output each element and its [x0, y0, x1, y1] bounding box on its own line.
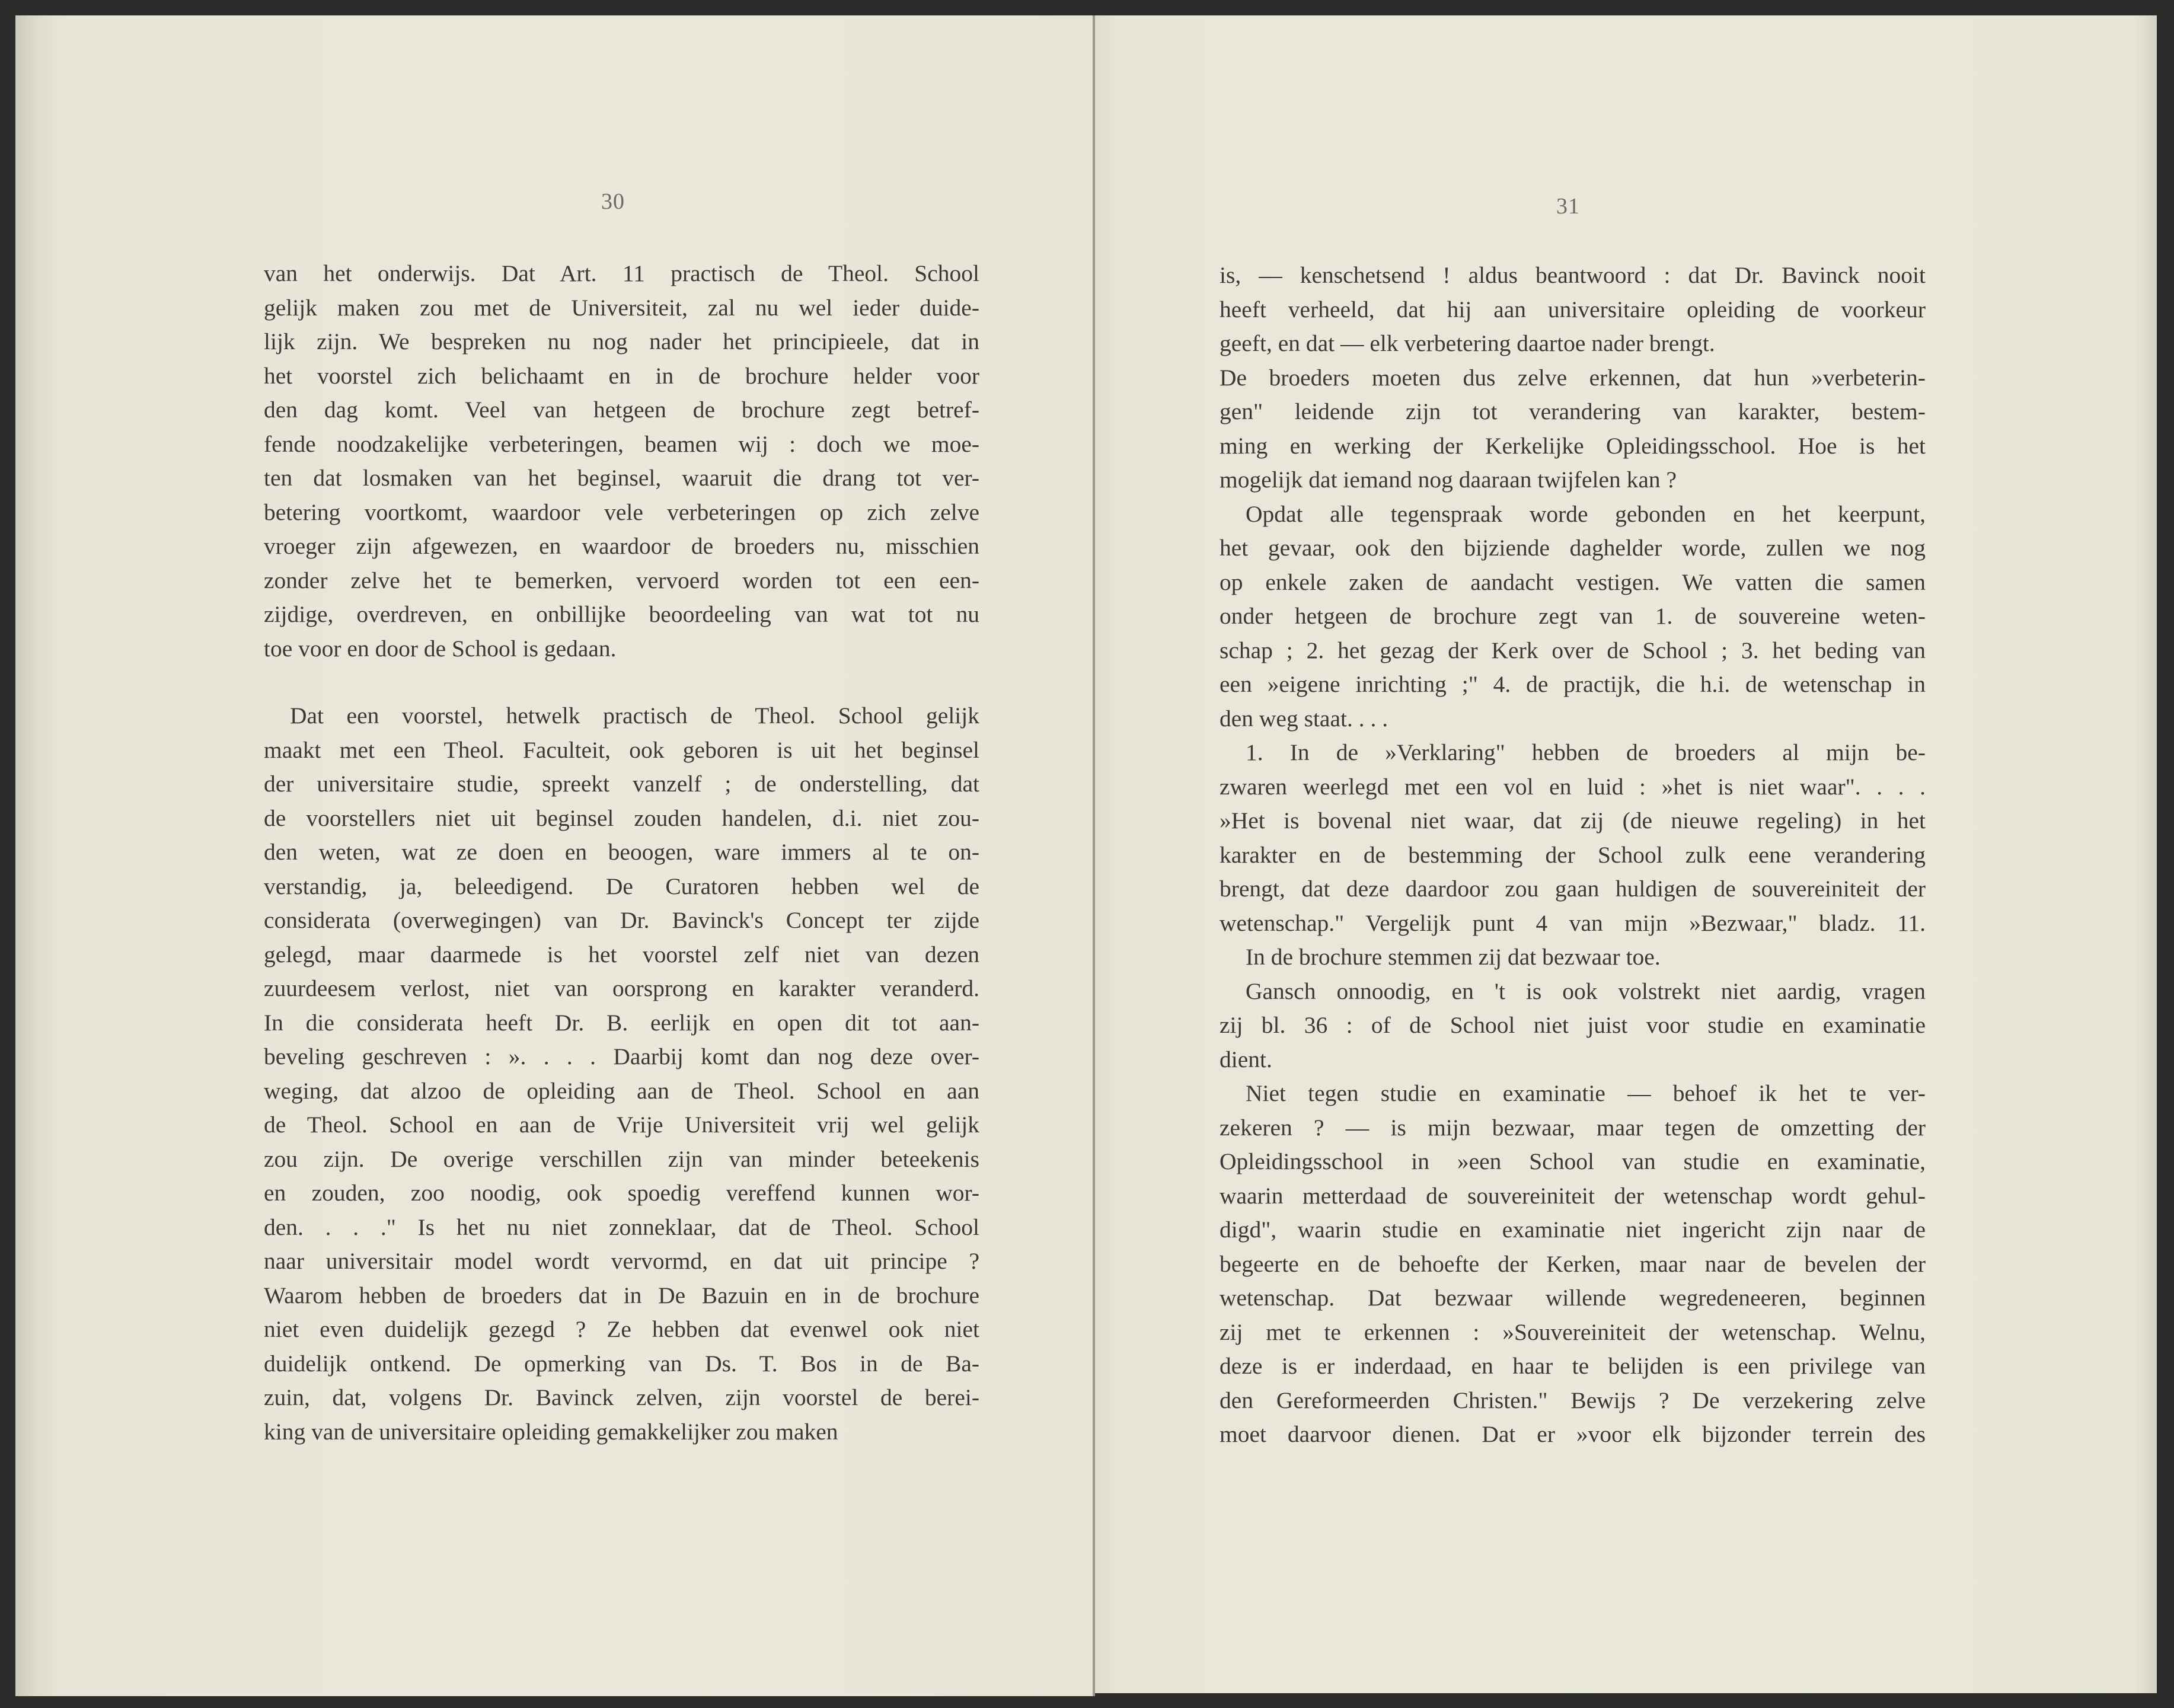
text-line: een »eigene inrichting ;" 4. de practijk, die h.i. de wetenschap in	[1220, 671, 1926, 697]
text-line: waarin metterdaad de souvereiniteit der wetenschap wordt gehul-	[1220, 1182, 1926, 1209]
text-line: beveling geschreven : ». . . . Daarbij komt dan nog deze over-	[264, 1043, 979, 1070]
text-line: zonder zelve het te bemerken, vervoerd worden tot een een-	[264, 567, 979, 593]
text-line: den weg staat. . . .	[1220, 705, 1388, 732]
text-line: zuin, dat, volgens Dr. Bavinck zelven, zijn voorstel de berei-	[264, 1384, 979, 1410]
text-line: Gansch onnoodig, en 't is ook volstrekt niet aardig, vragen	[1246, 978, 1926, 1004]
text-line: digd", waarin studie en examinatie niet ingericht zijn naar de	[1220, 1217, 1926, 1243]
text-line: wetenschap. Dat bezwaar willende wegredeneeren, beginnen	[1220, 1285, 1926, 1311]
text-line: »Het is bovenal niet waar, dat zij (de nieuwe regeling) in het	[1220, 807, 1926, 834]
text-line: verstandig, ja, beleedigend. De Curatoren hebben wel de	[264, 873, 979, 899]
text-line: zwaren weerlegd met een vol en luid : »het is niet waar". . . .	[1220, 773, 1926, 800]
left-page	[15, 15, 1094, 1696]
text-line: Niet tegen studie en examinatie — behoef ik het te ver-	[1246, 1080, 1926, 1106]
text-line: considerata (overwegingen) van Dr. Bavinck's Concept ter zijde	[264, 907, 979, 933]
text-line: den dag komt. Veel van hetgeen de brochure zegt betref-	[264, 397, 979, 423]
text-line: is, — kenschetsend ! aldus beantwoord : dat Dr. Bavinck nooit	[1220, 262, 1926, 288]
text-line: toe voor en door de School is gedaan.	[264, 635, 617, 662]
text-line: lijk zijn. We bespreken nu nog nader het principieele, dat in	[264, 328, 979, 355]
text-line: zij met te erkennen : »Souvereiniteit der wetenschap. Welnu,	[1220, 1318, 1926, 1345]
text-line: betering voortkomt, waardoor vele verbeteringen op zich zelve	[264, 499, 979, 525]
text-line: deze is er inderdaad, en haar te belijden is een privilege van	[1220, 1353, 1926, 1379]
text-line: geeft, en dat — elk verbetering daartoe nader brengt.	[1220, 330, 1715, 356]
spine-shadow	[1093, 15, 1095, 1696]
text-line: de Theol. School en aan de Vrije Universiteit vrij wel gelijk	[264, 1112, 979, 1138]
text-line: dient.	[1220, 1046, 1272, 1072]
text-line: zijdige, overdreven, en onbillijke beoordeeling van wat tot nu	[264, 601, 979, 627]
text-line: zuurdeesem verlost, niet van oorsprong en karakter veranderd.	[264, 975, 979, 1001]
text-line: den. . . ." Is het nu niet zonneklaar, dat de Theol. School	[264, 1214, 979, 1240]
text-line: zou zijn. De overige verschillen zijn van minder beteekenis	[264, 1145, 979, 1172]
text-line: Opleidingsschool in »een School van studie en examinatie,	[1220, 1148, 1926, 1174]
text-line: den weten, wat ze doen en beoogen, ware immers al te on-	[264, 839, 979, 865]
text-line: van het onderwijs. Dat Art. 11 practisch de Theol. School	[264, 260, 979, 286]
text-line: karakter en de bestemming der School zulk eene verandering	[1220, 841, 1926, 868]
text-line: der universitaire studie, spreekt vanzelf ; de onderstelling, dat	[264, 771, 979, 797]
text-line: fende noodzakelijke verbeteringen, beamen wij : doch we moe-	[264, 430, 979, 457]
page-number-left: 30	[601, 189, 625, 214]
text-line: wetenschap." Vergelijk punt 4 van mijn »Bezwaar," bladz. 11.	[1220, 909, 1926, 936]
text-line: naar universitair model wordt vervormd, en dat uit principe ?	[264, 1248, 979, 1274]
paragraph-gap	[264, 666, 979, 699]
text-line: moet daarvoor dienen. Dat er »voor elk bijzonder terrein des	[1220, 1421, 1926, 1447]
text-line: Dat een voorstel, hetwelk practisch de Theol. School gelijk	[290, 703, 979, 729]
text-line: 1. In de »Verklaring" hebben de broeders al mijn be-	[1246, 739, 1926, 765]
text-line: niet even duidelijk gezegd ? Ze hebben dat evenwel ook niet	[264, 1316, 979, 1342]
text-line: heeft verheeld, dat hij aan universitaire opleiding de voorkeur	[1220, 296, 1926, 323]
text-line: zekeren ? — is mijn bezwaar, maar tegen de omzetting der	[1220, 1114, 1926, 1141]
text-line: den Gereformeerden Christen." Bewijs ? De verzekering zelve	[1220, 1387, 1926, 1413]
page-number-right: 31	[1556, 194, 1580, 219]
text-line: king van de universitaire opleiding gemakkelijker zou maken	[264, 1418, 838, 1445]
text-line: duidelijk ontkend. De opmerking van Ds. T. Bos in de Ba-	[264, 1350, 979, 1377]
text-line: In die considerata heeft Dr. B. eerlijk en open dit tot aan-	[264, 1009, 979, 1036]
right-page	[1095, 15, 2157, 1693]
text-line: Waarom hebben de broeders dat in De Bazuin en in de brochure	[264, 1282, 979, 1308]
text-line: gelegd, maar daarmede is het voorstel zelf niet van dezen	[264, 941, 979, 968]
text-line: mogelijk dat iemand nog daaraan twijfelen kan ?	[1220, 467, 1677, 493]
text-line: weging, dat alzoo de opleiding aan de Theol. School en aan	[264, 1077, 979, 1104]
text-line: op enkele zaken de aandacht vestigen. We vatten die samen	[1220, 569, 1926, 595]
text-line: het voorstel zich belichaamt en in de brochure helder voor	[264, 362, 979, 389]
text-line: gen" leidende zijn tot verandering van karakter, bestem-	[1220, 398, 1926, 424]
text-line: De broeders moeten dus zelve erkennen, dat hun »verbeterin-	[1220, 364, 1926, 391]
text-line: en zouden, zoo noodig, ook spoedig vereffend kunnen wor-	[264, 1180, 979, 1206]
text-line: maakt met een Theol. Faculteit, ook geboren is uit het beginsel	[264, 736, 979, 763]
text-line: schap ; 2. het gezag der Kerk over de School ; 3. het beding van	[1220, 637, 1926, 663]
text-line: onder hetgeen de brochure zegt van 1. de souvereine weten-	[1220, 603, 1926, 629]
text-line: ten dat losmaken van het beginsel, waaruit die drang tot ver-	[264, 465, 979, 491]
text-line: vroeger zijn afgewezen, en waardoor de broeders nu, misschien	[264, 533, 979, 559]
text-line: het gevaar, ook den bijziende daghelder worde, zullen we nog	[1220, 535, 1926, 561]
left-page-text	[264, 257, 979, 1449]
text-line: In de brochure stemmen zij dat bezwaar toe.	[1246, 944, 1661, 970]
text-line: gelijk maken zou met de Universiteit, zal nu wel ieder duide-	[264, 294, 979, 321]
text-line: begeerte en de behoefte der Kerken, maar naar de bevelen der	[1220, 1250, 1926, 1277]
text-line: de voorstellers niet uit beginsel zouden handelen, d.i. niet zou-	[264, 804, 979, 831]
text-line: brengt, dat deze daardoor zou gaan huldigen de souvereiniteit der	[1220, 876, 1926, 902]
text-line: ming en werking der Kerkelijke Opleidingsschool. Hoe is het	[1220, 432, 1926, 459]
right-page-text	[1220, 258, 1926, 1452]
text-line: zij bl. 36 : of de School niet juist voor studie en examinatie	[1220, 1012, 1926, 1038]
text-line: Opdat alle tegenspraak worde gebonden en het keerpunt,	[1246, 500, 1926, 527]
